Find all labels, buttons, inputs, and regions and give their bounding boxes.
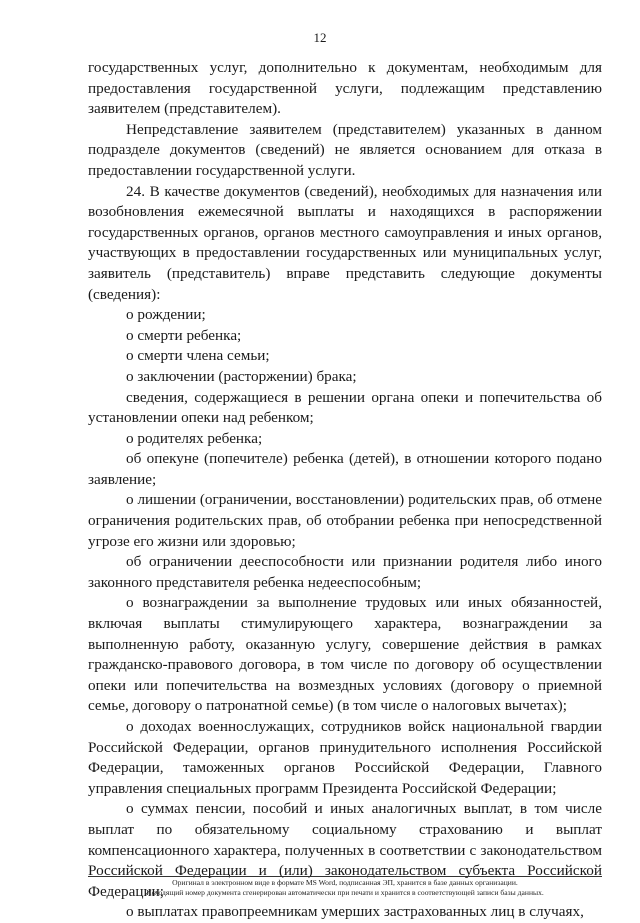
list-item-guardianship-decision: сведения, содержащиеся в решении органа опеки и попечительства об установлении опеки над ребенком; — [88, 388, 602, 427]
paragraph-item-24: 24. В качестве документов (сведений), необходимых для назначения или возобновления ежемесячной выплаты и находящихся в распоряжении государственных органов, органов местного самоуправления и иных органов, участвующих в предоставлении государственных или муниципальных услуг, заявитель (представитель) вправе представить следующие документы (сведения): — [88, 182, 602, 303]
footer-note — [60, 878, 630, 898]
list-item-pension-benefits: о суммах пенсии, пособий и иных аналогичных выплат, в том числе выплат по обязательному социальному страхованию и выплат компенсационного характера, полученных в соответствии с законодательством Российской Федерации и (или) законодательством субъекта Российской Федерации; — [88, 800, 602, 900]
list-item-remuneration: о вознаграждении за выполнение трудовых или иных обязанностей, включая выплаты стимулирующего характера, вознаграждении за выполненную работу, оказанную услугу, совершение действия в рамках гражданско-правового договора, в том числе по договору об осуществлении опеки или попечительства на возмездных условиях (договору о приемной семье, договору о патронатной семье) (в том числе о налоговых вычетах); — [88, 594, 602, 715]
footer-line-original: Оригинал в электронном виде в формате MS Word, подписанная ЭП, хранится в базе данных организации. — [172, 878, 518, 887]
document-body — [88, 58, 602, 923]
list-item-child-death: о смерти ребенка; — [126, 326, 242, 344]
list-item-military-income: о доходах военнослужащих, сотрудников войск национальной гвардии Российской Федерации, органов принудительного исполнения Российской Федерации, таможенных органов Российской Федерации, Главного управления специальных программ Президента Российской Федерации; — [88, 718, 602, 797]
list-item-guardian: об опекуне (попечителе) ребенка (детей), в отношении которого подано заявление; — [88, 450, 602, 488]
footer-divider — [88, 876, 602, 877]
list-item-family-member-death: о смерти члена семьи; — [126, 347, 270, 365]
footer-line-number: Исходящий номер документа сгенерирован автоматически при печати и хранится в соответствующей записи базы данных. — [146, 888, 544, 897]
list-item-parents: о родителях ребенка; — [126, 429, 263, 447]
paragraph-continuation: государственных услуг, дополнительно к документам, необходимым для предоставления государственной услуги, подлежащим представлению заявителем (представителем). — [88, 59, 602, 118]
list-item-birth: о рождении; — [126, 306, 206, 324]
list-item-parental-rights: о лишении (ограничении, восстановлении) родительских прав, об отмене ограничения родительских прав, об отобрании ребенка при непосредственной угрозе его жизни или здоровью; — [88, 491, 602, 550]
list-item-successor-payments: о выплатах правопреемникам умерших застрахованных лиц в случаях, — [126, 903, 584, 921]
paragraph-non-submission-note: Непредставление заявителем (представителем) указанных в данном подразделе документов (сведений) не является основанием для отказа в предоставлении государственной услуги. — [88, 120, 602, 179]
page-number: 12 — [313, 30, 327, 45]
list-item-legal-capacity: об ограничении дееспособности или признании родителя либо иного законного представителя ребенка недееспособным; — [88, 553, 602, 591]
list-item-marriage: о заключении (расторжении) брака; — [126, 367, 357, 385]
